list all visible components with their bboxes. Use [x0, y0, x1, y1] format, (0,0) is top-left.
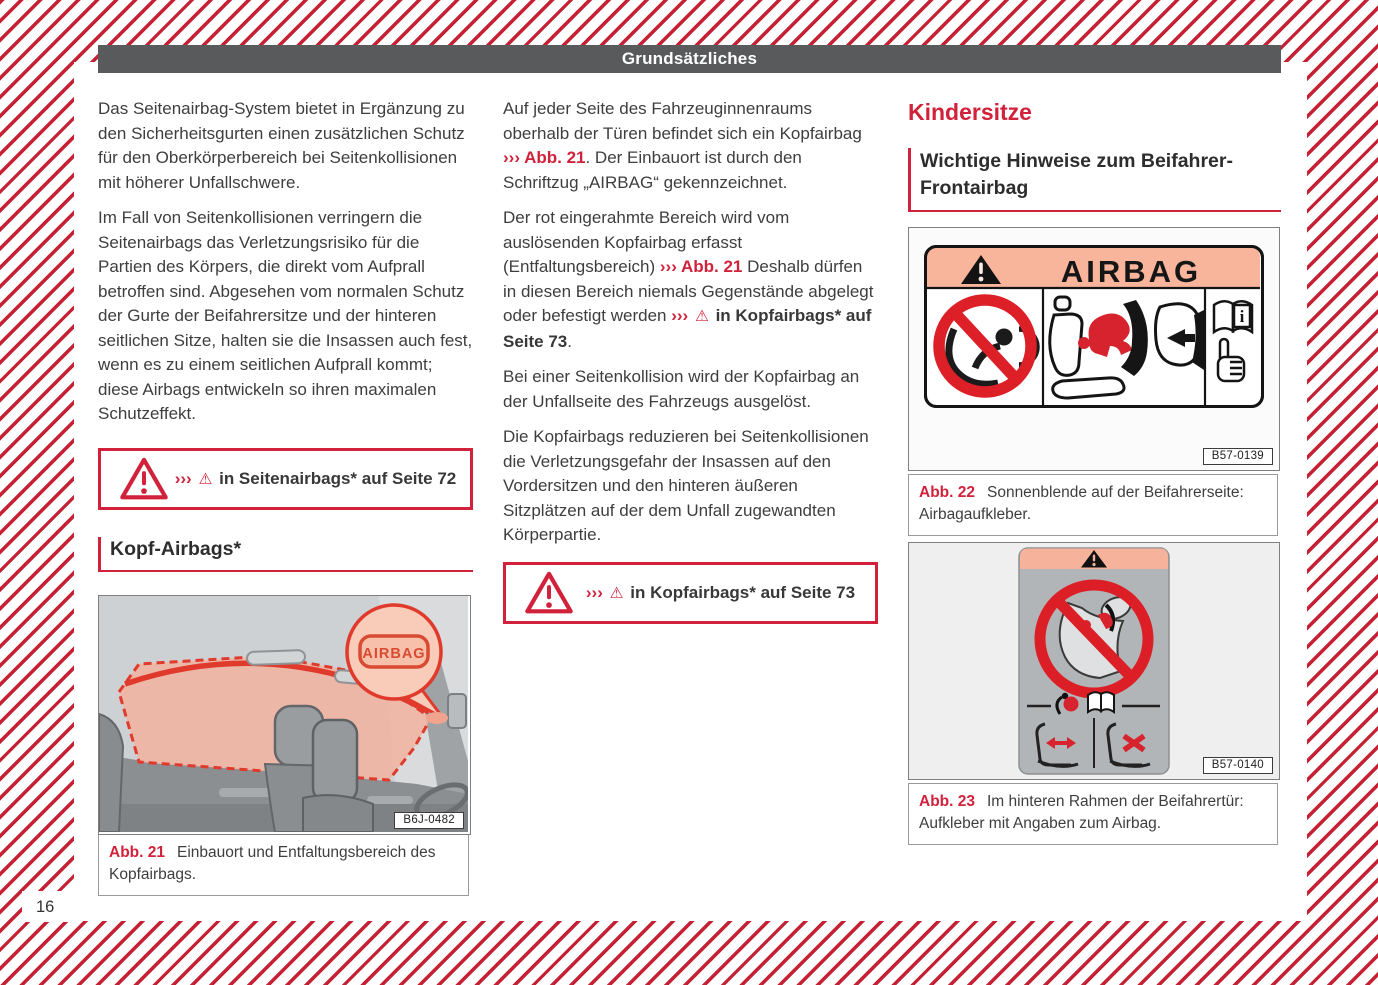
warning-box-seitenairbags [98, 448, 473, 510]
warning-reference-text: in Seitenairbags* auf Seite 72 [219, 468, 457, 488]
figure-code-badge: B57-0140 [1203, 757, 1273, 774]
chevrons: ››› [174, 468, 192, 488]
fig21-car-interior-illustration [99, 596, 468, 832]
warning-small-icon: ⚠ [609, 584, 624, 602]
page-number: 16 [36, 898, 55, 916]
text-run: Deshalb dürfen in diesen Bereich niemals Gegenstände abgelegt oder befestigt werden [503, 257, 874, 325]
fig22-caption-label: Abb. 22 [919, 484, 975, 501]
fig21-caption [98, 834, 469, 896]
figure-23 [908, 542, 1280, 780]
warning-small-icon: ⚠ [198, 470, 213, 488]
column-3 [908, 99, 1281, 845]
text-run: . Der Einbauort ist durch den Schriftzug „AIRBAG“ gekennzeichnet. [503, 148, 802, 192]
fig22-caption-text: Sonnenblende auf der Beifahrerseite: Airbagaufkleber. [919, 484, 1244, 523]
warning-reference-text: in Kopfairbags* auf Seite 73 [630, 582, 856, 602]
fig23-door-sticker [1018, 547, 1170, 775]
column-1 [98, 97, 473, 896]
paragraph: Die Kopfairbags reduzieren bei Seitenkollisionen die Verletzungsgefahr der Insassen auf den Vordersitzen und den hinteren äußeren Sitzplätzen auf der dem Unfall zugewandten Körperpartie. [503, 427, 869, 544]
warning-triangle-icon [119, 456, 169, 502]
figure-21 [98, 595, 471, 835]
warning-reference[interactable] [169, 469, 462, 489]
fig23-caption [908, 783, 1278, 845]
warning-triangle-icon [524, 570, 574, 616]
page-header-bar [98, 45, 1281, 73]
warning-box-kopfairbags [503, 562, 878, 624]
chevrons: ››› [585, 582, 603, 602]
paragraph [503, 206, 878, 354]
paragraph [503, 97, 878, 195]
fig21-caption-text: Einbauort und Entfaltungsbereich des Kopfairbags. [109, 843, 436, 883]
figure-reference-link[interactable]: ››› Abb. 21 [659, 257, 743, 276]
manual-book-icon [1214, 301, 1252, 332]
paragraph: Im Fall von Seitenkollisionen verringern die Seitenairbags das Verletzungsrisiko für die Partien des Körpers, die direkt vom Aufprall betroffen sind. Abgesehen vom normalen Schutz der Gurte der Beifahrersitze und der hinteren seitlichen Sitze, halten sie die Insassen auch fest, wenn es zu einem seitlichen Aufprall kommt; diese Airbags entwickeln so ihren maximalen Schutzeffekt. [98, 208, 473, 423]
fig23-caption-text: Im hinteren Rahmen der Beifahrertür: Aufkleber mit Angaben zum Airbag. [919, 793, 1244, 832]
sticker-title: AIRBAG [1060, 254, 1202, 289]
text-run: Auf jeder Seite des Fahrzeuginnenraums oberhalb der Türen befindet sich ein Kopfairbag [503, 99, 862, 143]
figure-22 [908, 227, 1280, 471]
chapter-heading-kindersitze: Kindersitze [908, 99, 1032, 125]
fig22-airbag-sticker [924, 245, 1264, 411]
svg-text:i: i [1239, 307, 1245, 326]
text-run: . [567, 331, 572, 351]
paragraph: Bei einer Seitenkollision wird der Kopfairbag an der Unfallseite des Fahrzeugs ausgelöst. [503, 367, 860, 411]
text-run: Der rot eingerahmte Bereich wird vom auslösenden Kopfairbag erfasst (Entfaltungsbereich) [503, 208, 790, 276]
section-heading-kopf-airbags: Kopf-Airbags* [98, 537, 473, 572]
warning-reference-text[interactable]: in Kopfairbags* auf Seite 73 [503, 306, 872, 351]
page-title: Grundsätzliches [621, 49, 758, 68]
column-2 [503, 97, 878, 624]
airbag-callout-label: AIRBAG [362, 645, 426, 662]
warning-small-icon: ⚠ [694, 308, 709, 325]
fig22-caption [908, 474, 1278, 536]
figure-reference-link[interactable]: ››› Abb. 21 [503, 148, 586, 167]
paragraph: Das Seitenairbag-System bietet in Ergänzung zu den Sicherheitsgurten einen zusätzlichen Schutz für den Oberkörperbereich bei Seitenkollisionen mit höherer Unfallschwere. [98, 99, 465, 192]
fig23-caption-label: Abb. 23 [919, 793, 975, 810]
figure-code-badge: B57-0139 [1203, 448, 1273, 465]
warning-reference[interactable] [574, 583, 867, 603]
fig21-caption-label: Abb. 21 [109, 843, 165, 861]
figure-code-badge: B6J-0482 [394, 812, 464, 829]
section-heading-beifahrer-frontairbag: Wichtige Hinweise zum Beifahrer-Frontairbag [908, 148, 1281, 212]
chevrons: ››› [671, 306, 689, 325]
